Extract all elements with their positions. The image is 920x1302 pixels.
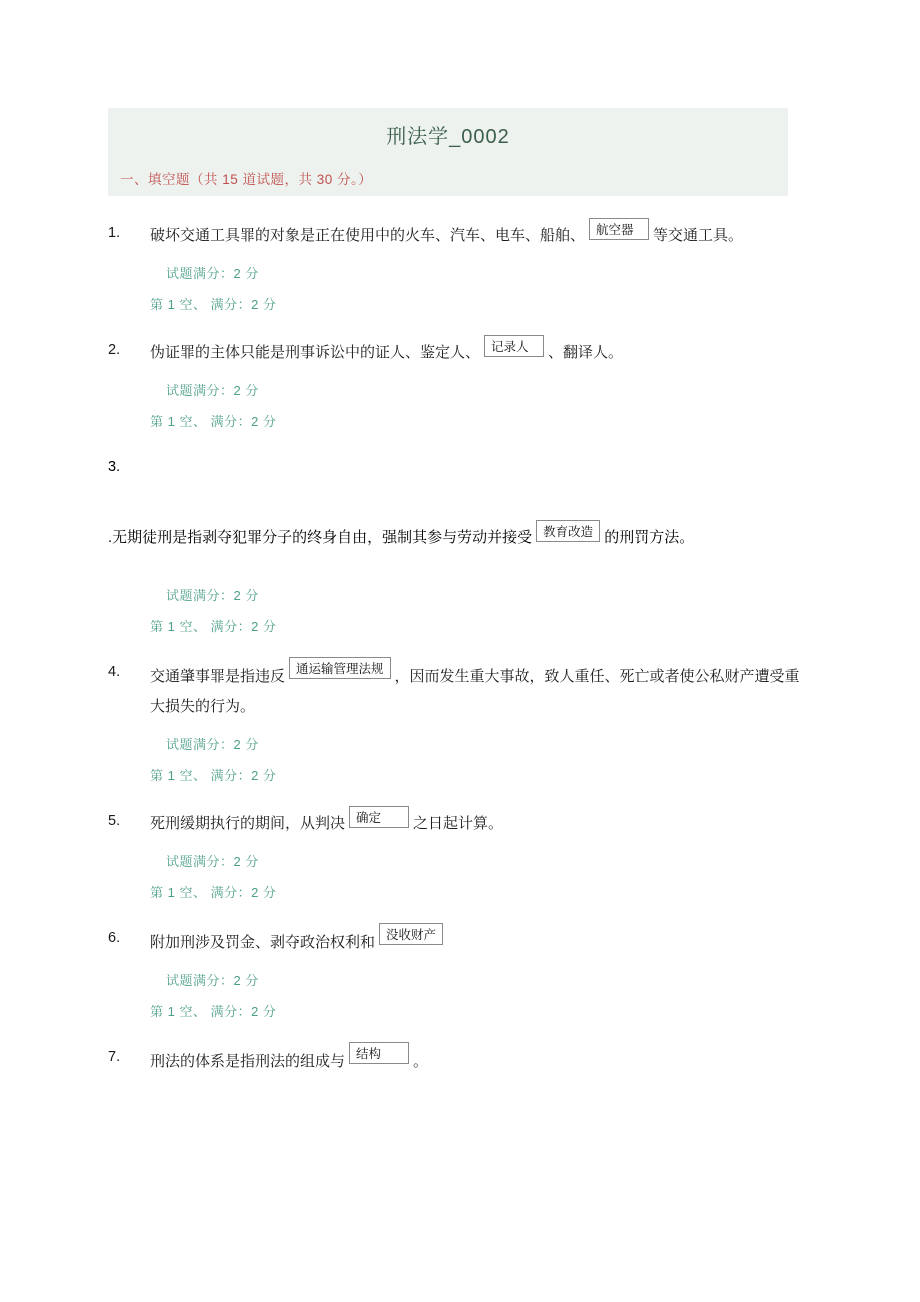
- question-item: [108, 806, 808, 901]
- question-number: 7.: [108, 1049, 121, 1065]
- question-text-before: .无期徒刑是指剥夺犯罪分子的终身自由，强制其参与劳动并接受: [108, 529, 533, 546]
- question-text-after: 。: [413, 1053, 429, 1070]
- question-text-before: 附加刑涉及罚金、剥夺政治权利和: [150, 934, 376, 951]
- answer-blank[interactable]: 记录人: [484, 335, 544, 357]
- question-text-after: ，因而发生重大事故，致人重任、死亡或者使公私财产遭受重大损失的行为。: [150, 668, 800, 715]
- question-item: [108, 218, 808, 313]
- answer-blank[interactable]: 通运输管理法规: [289, 657, 391, 679]
- question-full-score: 试题满分：2 分: [166, 266, 259, 281]
- question-full-score: 试题满分：2 分: [166, 588, 259, 603]
- answer-blank[interactable]: 航空器: [589, 218, 649, 240]
- question-body: [150, 806, 808, 839]
- section-heading: 一、填空题（共 15 道试题，共 30 分。）: [108, 160, 788, 196]
- question-blank-score: 第 1 空、 满分：2 分: [150, 619, 277, 634]
- document-content: [108, 0, 808, 1077]
- question-body: [150, 335, 808, 368]
- question-body: [150, 1042, 808, 1077]
- question-item: [108, 335, 808, 430]
- question-number: 6.: [108, 930, 121, 946]
- question-full-score: 试题满分：2 分: [166, 854, 259, 869]
- question-number: 5.: [108, 813, 121, 829]
- question-body: [150, 657, 808, 722]
- question-text-before: 伪证罪的主体只能是刑事诉讼中的证人、鉴定人、: [150, 344, 481, 361]
- question-text-before: 刑法的体系是指刑法的组成与: [150, 1053, 346, 1070]
- question-body: [150, 218, 808, 251]
- question-blank-score: 第 1 空、 满分：2 分: [150, 1004, 277, 1019]
- question-full-score: 试题满分：2 分: [166, 737, 259, 752]
- question-full-score: 试题满分：2 分: [166, 973, 259, 988]
- question-number: 4.: [108, 664, 121, 680]
- question-body: [108, 520, 808, 553]
- question-body: [150, 923, 808, 958]
- question-blank-score: 第 1 空、 满分：2 分: [150, 414, 277, 429]
- question-item: [108, 657, 808, 784]
- question-blank-score: 第 1 空、 满分：2 分: [150, 885, 277, 900]
- question-item: [108, 452, 808, 635]
- question-item: [108, 923, 808, 1020]
- answer-blank[interactable]: 没收财产: [379, 923, 443, 945]
- question-text-after: 等交通工具。: [653, 227, 744, 244]
- answer-blank[interactable]: 结构: [349, 1042, 409, 1064]
- question-text-before: 破坏交通工具罪的对象是正在使用中的火车、汽车、电车、船舶、: [150, 227, 586, 244]
- question-text-before: 交通肇事罪是指违反: [150, 668, 286, 685]
- question-text-after: 的刑罚方法。: [604, 529, 695, 546]
- question-number: 1.: [108, 225, 121, 241]
- answer-blank[interactable]: 教育改造: [536, 520, 600, 542]
- question-text-after: 之日起计算。: [413, 815, 504, 832]
- question-full-score: 试题满分：2 分: [166, 383, 259, 398]
- question-number: 2.: [108, 342, 121, 358]
- page-title: 刑法学_0002: [386, 125, 510, 148]
- question-blank-score: 第 1 空、 满分：2 分: [150, 297, 277, 312]
- answer-blank[interactable]: 确定: [349, 806, 409, 828]
- question-blank-score: 第 1 空、 满分：2 分: [150, 768, 277, 783]
- question-text-after: 、翻译人。: [548, 344, 624, 361]
- page-title-bar: [108, 108, 788, 160]
- question-item: [108, 1042, 808, 1077]
- question-number: 3.: [108, 459, 121, 475]
- question-text-before: 死刑缓期执行的期间，从判决: [150, 815, 346, 832]
